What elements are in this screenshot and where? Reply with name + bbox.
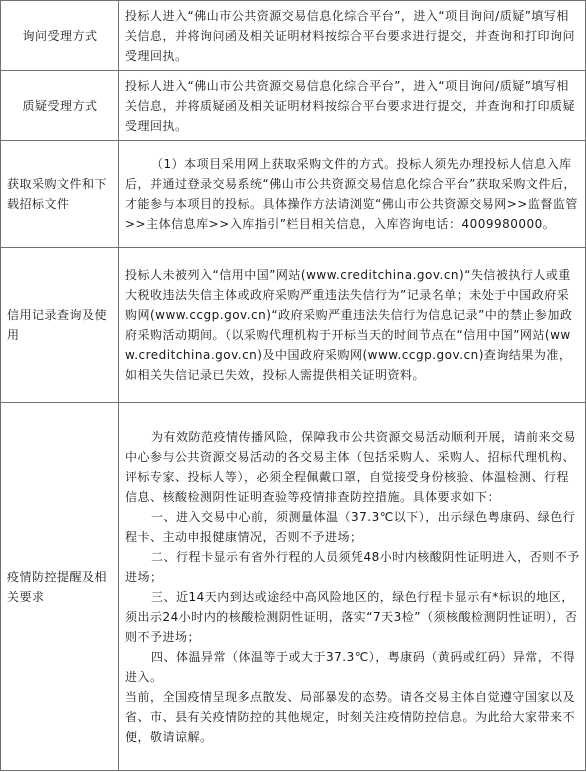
row-content <box>119 1 586 71</box>
row-label: 质疑受理方式 <box>1 71 119 141</box>
content-paragraph: 三、近14天内到达或途经中高风险地区的，绿色行程卡显示有*标识的地区，须出示24小时内的核酸检测阴性证明，落实“7天3检”（须核酸检测阴性证明），否则不予进场； <box>125 589 578 644</box>
row-content <box>119 71 586 141</box>
content-paragraph: 投标人进入“佛山市公共资源交易信息化综合平台”，进入“项目询问/质疑”填写相关信息，并将询问函及相关证明材料按综合平台要求进行提交，并查询和打印询问受理回执。 <box>125 8 576 63</box>
row-label: 获取采购文件和下载招标文件 <box>1 141 119 248</box>
content-paragraph: 为有效防范疫情传播风险，保障我市公共资源交易活动顺利开展，请前来交易中心参与公共资源交易活动的各交易主体（包括采购人、采购人、招标代理机构、评标专家、投标人等），必须全程佩戴口罩，自觉接受身份核验、体温检测、行程信息、核酸检测阴性证明查验等疫情排查防控措施。具体要求如下： <box>125 429 577 504</box>
table-row-obtain-documents <box>1 141 586 248</box>
table-row-epidemic-control <box>1 403 586 771</box>
row-content <box>119 248 586 403</box>
content-paragraph: （1）本项目采用网上获取采购文件的方式。投标人须先办理投标人信息入库后，并通过登录交易系统“佛山市公共资源交易信息化综合平台”获取采购文件后，才能参与本项目的投标。具体操作方法请浏览“佛山市公共资源交易网>>监督监管>>主体信息库>>入库指引”栏目相关信息，入库咨询电话：4009980000。 <box>125 157 578 231</box>
content-paragraph: 当前，全国疫情呈现多点散发、局部暴发的态势。请各交易主体自觉遵守国家以及省、市、县有关疫情防控的其他规定，时刻关注疫情防控信息。为此给大家带来不便，敬请谅解。 <box>125 689 576 744</box>
content-paragraph: 投标人未被列入“信用中国”网站(www.creditchina.gov.cn)“失信被执行人或重大税收违法失信主体或政府采购严重违法失信行为”记录名单；未处于中国政府采购网(www.ccgp.gov.cn)“政府采购严重违法失信行为信息记录”中的禁止参加政府采购活动期间。（以采购代理机构于开标当天的时间节点在“信用中国”网站(www.creditchina.gov.cn)及中国政府采购网(www.ccgp.gov.cn)查询结果为准，如相关失信记录已失效，投标人需提供相关证明资料。 <box>125 268 573 382</box>
table-row-complaint <box>1 71 586 141</box>
content-paragraph: 一、进入交易中心前，须测量体温（37.3℃以下），出示绿色粤康码、绿色行程卡、主动申报健康情况，否则不予进场； <box>125 509 576 544</box>
table-row-credit-record <box>1 248 586 403</box>
content-paragraph: 投标人进入“佛山市公共资源交易信息化综合平台”，进入“项目询问/质疑”填写相关信息，并将质疑函及相关证明材料按综合平台要求进行提交，并查询和打印质疑受理回执。 <box>125 78 576 133</box>
row-label: 疫情防控提醒及相关要求 <box>1 403 119 771</box>
row-label: 询问受理方式 <box>1 1 119 71</box>
content-paragraph: 二、行程卡显示有省外行程的人员须凭48小时内核酸阴性证明进入，否则不予进场； <box>125 549 580 584</box>
table-row-inquiry <box>1 1 586 71</box>
row-label: 信用记录查询及使用 <box>1 248 119 403</box>
row-content <box>119 403 586 771</box>
row-content <box>119 141 586 248</box>
content-paragraph: 四、体温异常（体温等于或大于37.3℃），粤康码（黄码或红码）异常，不得进入。 <box>125 649 576 684</box>
